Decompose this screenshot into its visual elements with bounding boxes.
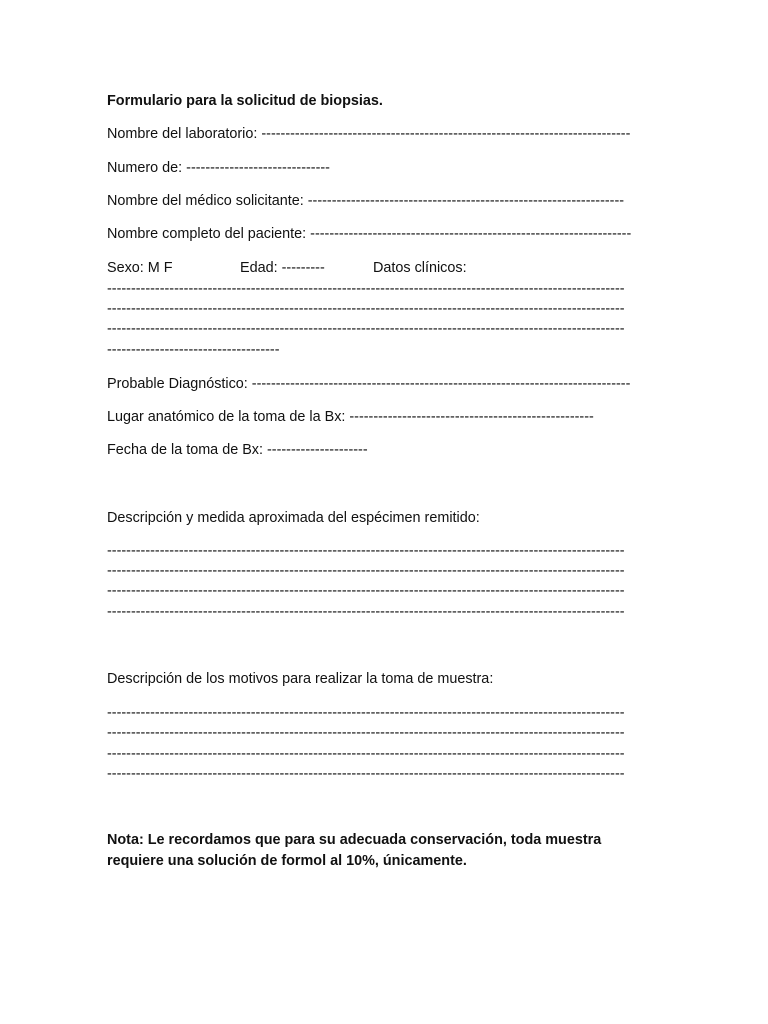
motivos-line: ------------------------------------------------------------------------------------------------------------	[107, 705, 625, 721]
datos-line: ------------------------------------------------------------------------------------------------------------	[107, 301, 625, 317]
field-fecha: Fecha de la toma de Bx: ---------------------	[107, 442, 368, 458]
especimen-line: ------------------------------------------------------------------------------------------------------------	[107, 583, 625, 599]
especimen-line: ------------------------------------------------------------------------------------------------------------	[107, 563, 625, 579]
field-edad: Edad: ---------	[240, 260, 325, 276]
nota-line-2: requiere una solución de formol al 10%, únicamente.	[107, 853, 467, 869]
nota-line-1: Nota: Le recordamos que para su adecuada conservación, toda muestra	[107, 832, 602, 848]
motivos-line: ------------------------------------------------------------------------------------------------------------	[107, 766, 625, 782]
especimen-line: ------------------------------------------------------------------------------------------------------------	[107, 604, 625, 620]
field-lugar: Lugar anatómico de la toma de la Bx: ---------------------------------------------------	[107, 409, 594, 425]
field-laboratorio: Nombre del laboratorio: -----------------------------------------------------------------------------	[107, 126, 631, 142]
field-datos-clinicos: Datos clínicos:	[373, 260, 467, 276]
field-sexo: Sexo: M F	[107, 260, 173, 276]
field-diagnostico: Probable Diagnóstico: -------------------------------------------------------------------------------	[107, 376, 631, 392]
motivos-line: ------------------------------------------------------------------------------------------------------------	[107, 746, 625, 762]
field-paciente: Nombre completo del paciente: -------------------------------------------------------------------	[107, 226, 632, 242]
especimen-line: ------------------------------------------------------------------------------------------------------------	[107, 543, 625, 559]
field-medico: Nombre del médico solicitante: ------------------------------------------------------------------	[107, 193, 625, 209]
motivos-label: Descripción de los motivos para realizar la toma de muestra:	[107, 671, 494, 687]
field-numero: Numero de: ------------------------------	[107, 160, 330, 176]
motivos-line: ------------------------------------------------------------------------------------------------------------	[107, 725, 625, 741]
datos-line: ------------------------------------	[107, 342, 280, 358]
datos-line: ------------------------------------------------------------------------------------------------------------	[107, 321, 625, 337]
especimen-label: Descripción y medida aproximada del espécimen remitido:	[107, 510, 480, 526]
form-title: Formulario para la solicitud de biopsias.	[107, 93, 383, 109]
datos-line: ------------------------------------------------------------------------------------------------------------	[107, 281, 625, 297]
